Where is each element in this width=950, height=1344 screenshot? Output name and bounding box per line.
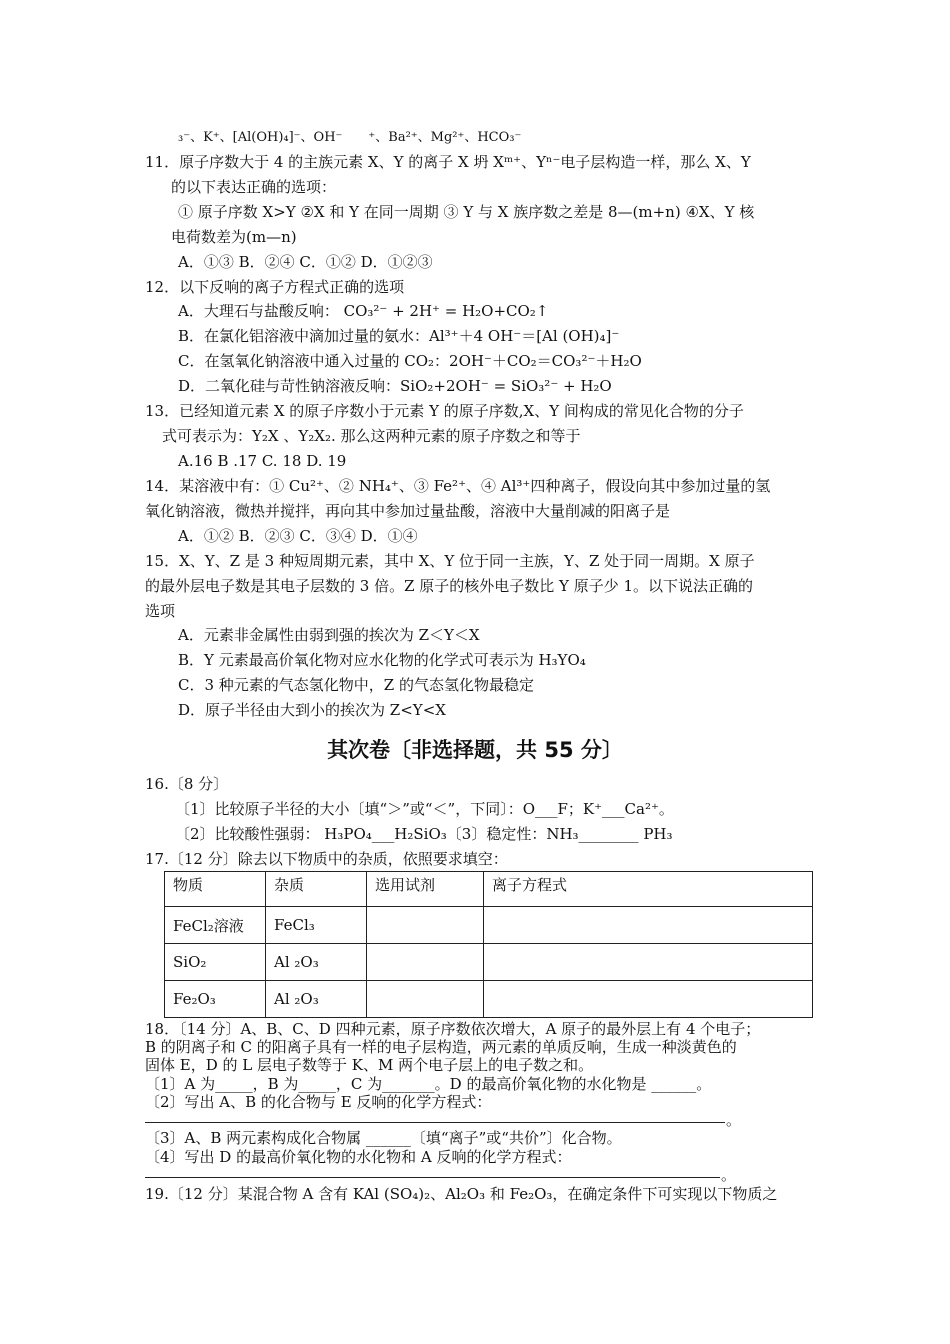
table-cell-blank [367, 944, 484, 981]
table-cell: Al ₂O₃ [266, 981, 367, 1018]
question-16-title: 16.〔8 分〕 [145, 775, 229, 793]
answer-line-end-mark: 。 [726, 1111, 742, 1129]
question-12-option-a: A．大理石与盐酸反响： CO₃²⁻ + 2H⁺ = H₂O+CO₂↑ [178, 302, 549, 320]
question-18-part-4: 〔4〕写出 D 的最高价氧化物的水化物和 A 反响的化学方程式： [145, 1148, 572, 1166]
table-cell: SiO₂ [165, 944, 266, 981]
question-18-part-2: 〔2〕写出 A、B 的化合物与 E 反响的化学方程式： [145, 1093, 492, 1111]
table-cell: FeCl₃ [266, 907, 367, 944]
question-12-option-b: B．在氯化铝溶液中滴加过量的氨水：Al³⁺＋4 OH⁻＝[Al (OH)₄]⁻ [178, 327, 620, 345]
question-18-part-1: 〔1〕A 为_____，B 为_____，C 为_______。D 的最高价氧化物的水化物是 ______。 [145, 1075, 712, 1093]
table-row [165, 907, 813, 944]
answer-line [145, 1177, 720, 1178]
answer-line [145, 1122, 725, 1123]
question-18-stem-end: 固体 E，D 的 L 层电子数等于 K、M 两个电子层上的电子数之和。 [145, 1056, 594, 1074]
question-18-part-3: 〔3〕A、B 两元素构成化合物属 ______〔填“离子”或“共价”〕化合物。 [145, 1129, 622, 1147]
question-15-option-c: C．3 种元素的气态氢化物中，Z 的气态氢化物最稳定 [178, 676, 534, 694]
question-11-stem-cont: 的以下表达正确的选项： [171, 178, 337, 196]
table-cell-blank [367, 907, 484, 944]
table-cell-blank [484, 944, 813, 981]
section-heading: 其次卷〔非选择题，共 55 分〕 [327, 738, 623, 762]
table-header-cell: 离子方程式 [484, 872, 813, 907]
question-13-stem-cont: 式可表示为：Y₂X 、Y₂X₂. 那么这两种元素的原子序数之和等于 [162, 427, 581, 445]
table-header-cell: 杂质 [266, 872, 367, 907]
table-cell: Al ₂O₃ [266, 944, 367, 981]
table-header-cell: 选用试剂 [367, 872, 484, 907]
table-cell-blank [367, 981, 484, 1018]
question-11-statements: ① 原子序数 X>Y ②X 和 Y 在同一周期 ③ Y 与 X 族序数之差是 8—(m+n) ④X、Y 核 [178, 203, 755, 221]
question-18-stem-cont: B 的阴离子和 C 的阳离子具有一样的电子层构造，两元素的单质反响，生成一种淡黄色的 [145, 1038, 737, 1056]
question-19-stem: 19.〔12 分〕某混合物 A 含有 KAl (SO₄)₂、Al₂O₃ 和 Fe₂O₃，在确定条件下可实现以下物质之 [145, 1185, 778, 1203]
question-18-stem: 18．〔14 分〕A、B、C、D 四种元素，原子序数依次增大，A 原子的最外层上有 4 个电子； [145, 1020, 761, 1038]
question-11-statements-cont: 电荷数差为(m—n) [171, 228, 297, 246]
question-15-option-d: D．原子半径由大到小的挨次为 Z<Y<X [178, 701, 446, 719]
question-15-option-b: B．Y 元素最高价氧化物对应水化物的化学式可表示为 H₃YO₄ [178, 651, 586, 669]
table-cell-blank [484, 981, 813, 1018]
question-11-options: A．①③ B．②④ C．①② D．①②③ [178, 253, 433, 271]
question-15-stem-cont: 的最外层电子数是其电子层数的 3 倍。Z 原子的核外电子数比 Y 原子少 1。以下说法正确的 [145, 577, 754, 595]
question-11-stem: 11．原子序数大于 4 的主族元素 X、Y 的离子 X 坍 Xᵐ⁺、Yⁿ⁻电子层构造一样，那么 X、Y [145, 153, 751, 171]
question-13-options: A.16 B .17 C. 18 D. 19 [178, 452, 347, 470]
question-15-option-a: A．元素非金属性由弱到强的挨次为 Z＜Y＜X [178, 626, 480, 644]
question-14-options: A．①② B．②③ C．③④ D．①④ [178, 527, 418, 545]
question-12-option-c: C．在氢氧化钠溶液中通入过量的 CO₂：2OH⁻＋CO₂＝CO₃²⁻＋H₂O [178, 352, 642, 370]
question-17-stem: 17.〔12 分〕除去以下物质中的杂质，依照要求填空： [145, 850, 508, 868]
table-cell: Fe₂O₃ [165, 981, 266, 1018]
question-15-stem-end: 选项 [145, 602, 176, 620]
question-15-stem: 15．X、Y、Z 是 3 种短周期元素，其中 X、Y 位于同一主族，Y、Z 处于同一周期。X 原子 [145, 552, 755, 570]
table-cell-blank [484, 907, 813, 944]
table-cell: FeCl₂溶液 [165, 907, 266, 944]
impurity-table [164, 871, 813, 1018]
question-13-stem: 13．已经知道元素 X 的原子序数小于元素 Y 的原子序数,X、Y 间构成的常见化合物的分子 [145, 402, 744, 420]
table-header-cell: 物质 [165, 872, 266, 907]
ion-list-line: ₃⁻、K⁺、[Al(OH)₄]⁻、OH⁻ ⁺、Ba²⁺、Mg²⁺、HCO₃⁻ [178, 130, 522, 145]
table-header-row [165, 872, 813, 907]
question-12-option-d: D．二氧化硅与苛性钠溶液反响：SiO₂+2OH⁻ = SiO₃²⁻ + H₂O [178, 377, 612, 395]
question-16-part-1: 〔1〕比较原子半径的大小〔填“＞”或“＜”，下同〕：O___F；K⁺___Ca²⁺。 [175, 800, 674, 818]
question-14-stem: 14．某溶液中有：① Cu²⁺、② NH₄⁺、③ Fe²⁺、④ Al³⁺四种离子，假设向其中参加过量的氢 [145, 477, 771, 495]
question-14-stem-cont: 氧化钠溶液，微热并搅拌，再向其中参加过量盐酸，溶液中大量削减的阳离子是 [145, 502, 671, 520]
question-16-part-2: 〔2〕比较酸性强弱： H₃PO₄___H₂SiO₃〔3〕稳定性：NH₃________ PH₃ [175, 825, 673, 843]
question-12-stem: 12．以下反响的离子方程式正确的选项 [145, 278, 405, 296]
table-row [165, 981, 813, 1018]
table-row [165, 944, 813, 981]
answer-line-end-mark: 。 [721, 1166, 737, 1184]
